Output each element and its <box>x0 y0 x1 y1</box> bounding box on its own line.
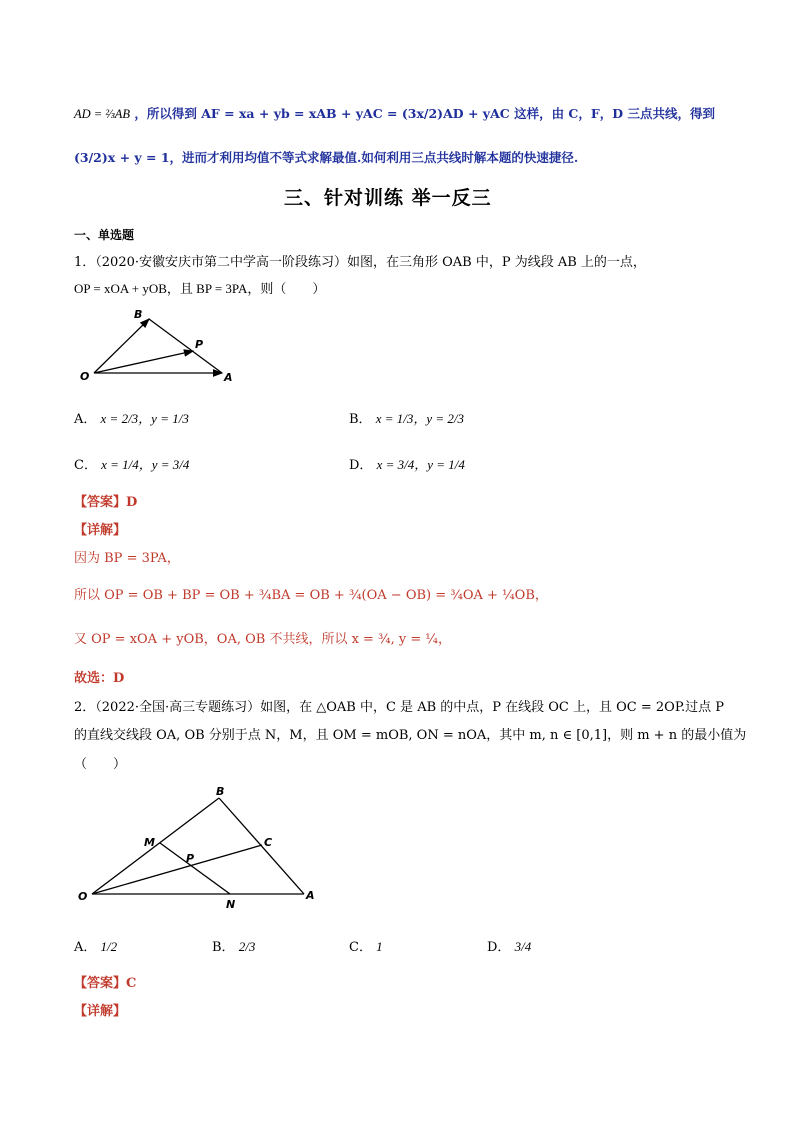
q1-option-b[interactable] <box>349 408 464 427</box>
q2-stem-line-3: （ ） <box>74 757 127 772</box>
q2-stem-line-2: 的直线交线段 OA, OB 分别于点 N，M，且 OM = mOB, ON = nOA，其中 m, n ∈ [0,1]，则 m + n 的最小值为 <box>74 728 747 743</box>
q2-option-b[interactable] <box>212 936 255 955</box>
q2-option-d-text: 3/4 <box>514 939 532 954</box>
q1-triangle-figure <box>76 306 246 386</box>
q2-option-c-label: C． <box>349 940 372 955</box>
q1-detail-line-2: 所以 OP = OB + BP = OB + ¾BA = OB + ¾(OA − OB) = ¾OA + ¼OB， <box>74 588 548 603</box>
subsection-heading: 一、单选题 <box>74 228 135 242</box>
q2-label-a: A <box>306 889 315 902</box>
q1-option-d[interactable] <box>349 454 465 473</box>
q2-option-b-text: 2/3 <box>238 939 256 954</box>
q2-option-d-label: D． <box>487 940 511 955</box>
q1-option-d-text: x = 3/4，y = 1/4 <box>376 457 465 472</box>
q1-option-b-label: B． <box>349 412 372 427</box>
q1-label-p: P <box>195 338 204 351</box>
q1-vector-ob <box>94 319 149 373</box>
q2-label-m: M <box>144 836 155 849</box>
intro-line-1-text: ，所以得到 AF = xa + yb = xAB + yAC = (3x/2)AD + yAC 这样，由 C，F，D 三点共线，得到 <box>134 106 715 121</box>
q1-vector-op <box>94 351 193 373</box>
q2-option-b-label: B． <box>212 940 235 955</box>
q2-option-c[interactable] <box>349 936 383 955</box>
q1-detail-line-3: 又 OP = xOA + yOB，OA, OB 不共线，所以 x = ¾, y = ¼， <box>74 632 452 647</box>
q2-segment-ob <box>92 798 219 894</box>
q1-option-a[interactable] <box>74 408 189 427</box>
q2-stem-line-1: 2．（2022·全国·高三专题练习）如图，在 △OAB 中，C 是 AB 的中点，P 在线段 OC 上，且 OC = 2OP.过点 P <box>74 700 724 715</box>
q2-segment-mn <box>160 843 230 894</box>
intro-line-2 <box>74 148 578 166</box>
q2-label-b: B <box>216 785 225 798</box>
q1-answer: 【答案】D <box>74 495 138 510</box>
q1-stem-line-1: 1．（2020·安徽安庆市第二中学高一阶段练习）如图，在三角形 OAB 中，P 为线段 AB 上的一点， <box>74 255 646 270</box>
q1-option-d-label: D． <box>349 458 373 473</box>
q2-label-o: O <box>78 890 88 903</box>
q1-option-a-label: A． <box>74 412 97 427</box>
q1-segment-ab <box>149 319 222 373</box>
q1-detail-line-1: 因为 BP = 3PA， <box>74 551 180 566</box>
q2-option-d[interactable] <box>487 936 531 955</box>
q2-detail-heading: 【详解】 <box>74 1004 127 1019</box>
q1-option-c-label: C． <box>74 458 97 473</box>
q2-label-p: P <box>186 852 195 865</box>
q1-option-c-text: x = 1/4，y = 3/4 <box>101 457 190 472</box>
q2-label-n: N <box>226 898 236 910</box>
q2-option-a[interactable] <box>74 936 117 955</box>
q2-triangle-figure <box>76 780 326 910</box>
q1-option-a-text: x = 2/3，y = 1/3 <box>100 411 189 426</box>
q1-stem-line-2: OP = xOA + yOB，且 BP = 3PA，则（ ） <box>74 281 326 296</box>
q2-segment-ab <box>219 798 304 894</box>
q2-segment-oc <box>92 845 262 894</box>
intro-line-1 <box>74 104 715 122</box>
q1-option-c[interactable] <box>74 454 189 473</box>
intro-formula-ad: AD = ⅔AB <box>74 107 130 121</box>
q1-label-o: O <box>80 370 90 383</box>
q2-option-c-text: 1 <box>376 939 383 954</box>
section-title: 三、针对训练 举一反三 <box>284 187 492 209</box>
q2-label-c: C <box>264 836 273 849</box>
q1-label-b: B <box>134 308 143 321</box>
intro-line-2-text: (3/2)x + y = 1，进而才利用均值不等式求解最值.如何利用三点共线时解本题的快速捷径. <box>74 150 579 165</box>
q2-option-a-label: A． <box>74 940 97 955</box>
q2-option-a-text: 1/2 <box>100 939 118 954</box>
q1-option-b-text: x = 1/3，y = 2/3 <box>375 411 465 426</box>
q1-label-a: A <box>224 371 233 384</box>
q1-detail-heading: 【详解】 <box>74 523 127 538</box>
q2-answer: 【答案】C <box>74 976 137 991</box>
q1-choose: 故选：D <box>74 671 125 686</box>
